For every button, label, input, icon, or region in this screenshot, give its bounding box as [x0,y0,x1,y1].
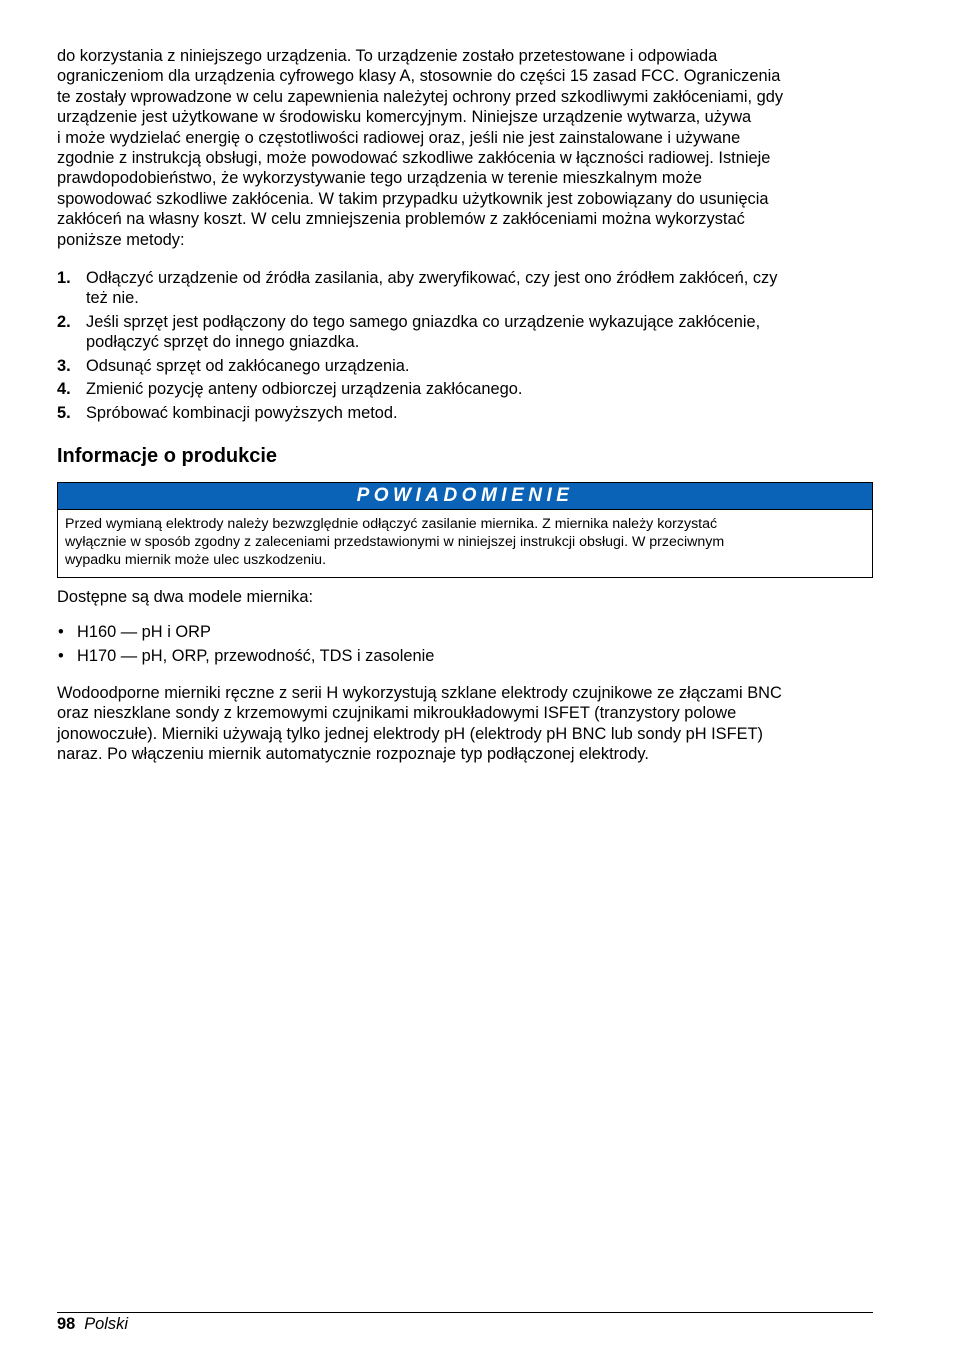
text-line: jonowoczułe). Mierniki używają tylko jednej elektrody pH (elektrody pH BNC lub sondy pH ISFET) [57,724,763,743]
text-line: zakłóceń na własny koszt. W celu zmniejszenia problemów z zakłóceniami można wykorzystać [57,210,745,229]
section-title: Informacje o produkcie [57,444,278,467]
step-number: 4. [57,380,71,399]
text-line: spowodować szkodliwe zakłócenia. W takim przypadku użytkownik jest zobowiązany do usunięcia [57,189,769,208]
text-line: do korzystania z niniejszego urządzenia. To urządzenie zostało przetestowane i odpowiada [57,47,718,65]
model-text: H170 — pH, ORP, przewodność, TDS i zasolenie [77,647,435,666]
step-number: 2. [57,312,71,331]
notice-body [58,510,872,577]
notice-header [58,483,872,510]
step-number: 5. [57,403,71,422]
step-text: Odłączyć urządzenie od źródła zasilania, aby zweryfikować, czy jest ono źródłem zakłóceń, czy [86,269,778,288]
list-item [57,268,873,309]
text-line: naraz. Po włączeniu miernik automatycznie rozpoznaje typ podłączonej elektrody. [57,744,649,763]
models-intro: Dostępne są dwa modele miernika: [57,587,314,606]
text-line: poniższe metody: [57,230,185,249]
text-line: ograniczeniom dla urządzenia cyfrowego klasy A, stosownie do części 15 zasad FCC. Ograniczenia [57,67,781,86]
step-text: też nie. [86,289,139,308]
step-number: 3. [57,356,71,375]
list-item [57,646,873,666]
notice-header-label: POWIADOMIENIE [356,484,574,506]
bullet-marker: • [58,647,64,666]
list-item [57,356,873,376]
page-content [57,46,873,764]
list-item [57,312,873,353]
step-text: Spróbować kombinacji powyższych metod. [86,403,398,422]
list-item [57,622,873,642]
list-item [57,379,873,399]
step-text: podłączyć sprzęt do innego gniazdka. [86,333,360,352]
text-line: urządzenie jest użytkowane w środowisku komercyjnym. Niniejsze urządzenie wytwarza, używa [57,108,752,127]
notice-box [57,482,873,578]
footer-language: Polski [84,1315,128,1333]
page-number: 98 [57,1315,76,1333]
list-item [57,403,873,423]
models-list [57,622,873,667]
step-number: 1. [57,269,71,288]
notice-text-line: wypadku miernik może ulec uszkodzeniu. [65,552,327,569]
steps-list [57,268,873,423]
step-text: Zmienić pozycję anteny odbiorczej urządzenia zakłócanego. [86,380,523,399]
description-paragraph [57,683,873,765]
bullet-marker: • [58,622,64,641]
text-line: oraz nieszklane sondy z krzemowymi czujnikami mikroukładowymi ISFET (tranzystory polowe [57,704,737,723]
text-line: Wodoodporne mierniki ręczne z serii H wykorzystują szklane elektrody czujnikowe ze złączami BNC [57,683,782,702]
step-text: Odsunąć sprzęt od zakłócanego urządzenia. [86,356,410,375]
model-text: H160 — pH i ORP [77,622,211,641]
intro-paragraph [57,46,873,250]
text-line: prawdopodobieństwo, że wykorzystywanie tego urządzenia w terenie mieszkalnym może [57,169,703,188]
page-footer [57,1312,873,1334]
text-line: te zostały wprowadzone w celu zapewnienia należytej ochrony przed szkodliwymi zakłóceniami, gdy [57,87,784,106]
notice-text-line: wyłącznie w sposób zgodny z zaleceniami przedstawionymi w niniejszej instrukcji obsługi. W przeciwnym [65,534,725,551]
text-line: i może wydzielać energię o częstotliwości radiowej oraz, jeśli nie jest zainstalowane i używane [57,128,741,147]
step-text: Jeśli sprzęt jest podłączony do tego samego gniazdka co urządzenie wykazujące zakłócenie, [86,312,761,331]
text-line: zgodnie z instrukcją obsługi, może powodować szkodliwe zakłócenia w łączności radiowej. Istnieje [57,149,771,168]
notice-text-line: Przed wymianą elektrody należy bezwzględnie odłączyć zasilanie miernika. Z miernika należy korzystać [65,515,718,532]
